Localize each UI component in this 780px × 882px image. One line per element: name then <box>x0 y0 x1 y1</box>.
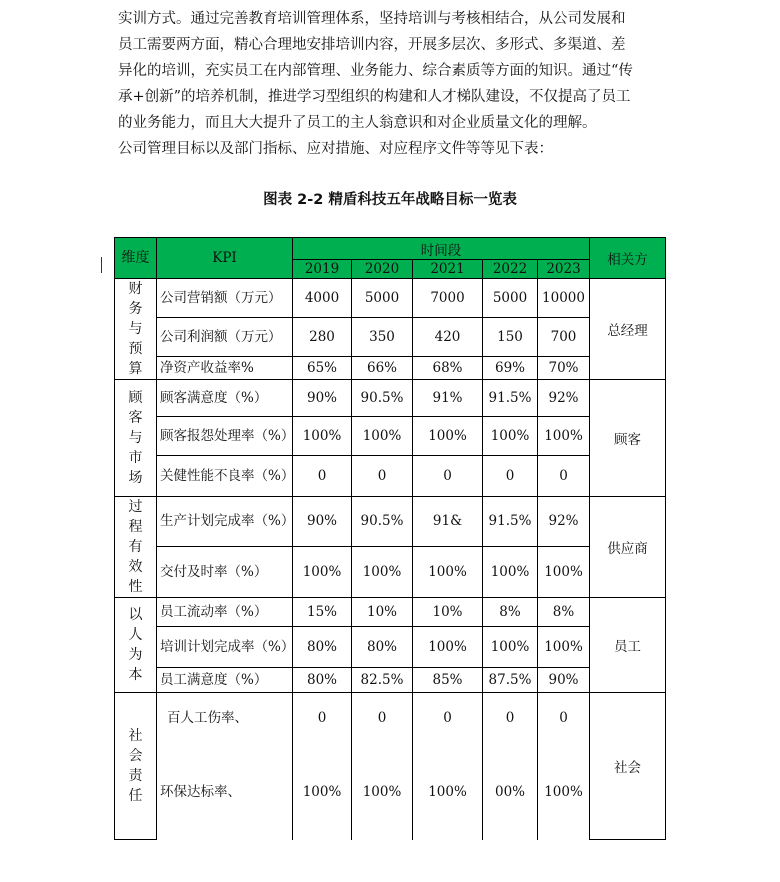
header-period: 时间段 <box>293 238 590 260</box>
value-cell: 0 <box>413 693 483 744</box>
category-label: 过程有效性 <box>128 499 143 595</box>
table-row <box>115 693 666 744</box>
value-cell: 91.5% <box>483 497 538 547</box>
value-cell: 00% <box>483 744 538 840</box>
related-party-cell: 社会 <box>590 693 666 840</box>
value-cell: 90% <box>538 668 590 693</box>
kpi-name: 生产计划完成率（%） <box>157 497 293 547</box>
value-cell: 10000 <box>538 279 590 318</box>
value-cell: 100% <box>413 417 483 456</box>
value-cell: 700 <box>538 318 590 357</box>
category-label: 以人为本 <box>128 607 143 683</box>
header-year: 2020 <box>352 260 413 279</box>
value-cell: 150 <box>483 318 538 357</box>
strategy-table <box>114 237 666 840</box>
value-cell: 0 <box>352 456 413 497</box>
value-cell: 100% <box>483 546 538 597</box>
table-row <box>115 279 666 318</box>
table-row <box>115 456 666 497</box>
value-cell: 80% <box>352 627 413 668</box>
value-cell: 5000 <box>483 279 538 318</box>
value-cell: 66% <box>352 357 413 380</box>
category-cell <box>115 693 157 840</box>
table-row <box>115 744 666 840</box>
value-cell: 0 <box>293 693 352 744</box>
value-cell: 80% <box>293 627 352 668</box>
value-cell: 90% <box>293 380 352 417</box>
value-cell: 100% <box>352 744 413 840</box>
text-line: 公司管理目标以及部门指标、应对措施、对应程序文件等等见下表： <box>118 141 553 157</box>
value-cell: 90% <box>293 497 352 547</box>
value-cell: 100% <box>293 546 352 597</box>
category-label: 社会责任 <box>128 728 143 804</box>
value-cell: 65% <box>293 357 352 380</box>
value-cell: 100% <box>538 546 590 597</box>
kpi-name: 员工流动率（%） <box>157 598 293 627</box>
kpi-name: 顾客满意度（%） <box>157 380 293 417</box>
value-cell: 100% <box>483 417 538 456</box>
body-text <box>118 6 678 162</box>
value-cell: 90.5% <box>352 380 413 417</box>
table-row <box>115 598 666 627</box>
value-cell: 100% <box>413 546 483 597</box>
text-line: 的业务能力，而且大大提升了员工的主人翁意识和对企业质量文化的理解。 <box>118 115 597 131</box>
category-cell <box>115 598 157 693</box>
text-line: 员工需要两方面，精心合理地安排培训内容，开展多层次、多形式、多渠道、差 <box>118 37 626 53</box>
table-row <box>115 380 666 417</box>
value-cell: 68% <box>413 357 483 380</box>
kpi-name: 公司营销额（万元） <box>157 279 293 318</box>
table-row <box>115 668 666 693</box>
kpi-name: 环保达标率、 <box>157 744 293 840</box>
value-cell: 87.5% <box>483 668 538 693</box>
kpi-name: 交付及时率（%） <box>157 546 293 597</box>
value-cell: 10% <box>413 598 483 627</box>
kpi-name: 顾客报怨处理率（%） <box>157 417 293 456</box>
value-cell: 69% <box>483 357 538 380</box>
value-cell: 5000 <box>352 279 413 318</box>
value-cell: 7000 <box>413 279 483 318</box>
header-year: 2019 <box>293 260 352 279</box>
related-party-cell: 员工 <box>590 598 666 693</box>
related-party-cell: 供应商 <box>590 497 666 598</box>
value-cell: 8% <box>483 598 538 627</box>
text-line: 承+创新”的培养机制，推进学习型组织的构建和人才梯队建设，不仅提高了员工 <box>118 89 631 105</box>
value-cell: 91& <box>413 497 483 547</box>
header-kpi: KPI <box>157 238 293 279</box>
value-cell: 91% <box>413 380 483 417</box>
value-cell: 0 <box>483 693 538 744</box>
table-row <box>115 627 666 668</box>
category-cell <box>115 497 157 598</box>
table-row <box>115 357 666 380</box>
value-cell: 100% <box>538 744 590 840</box>
value-cell: 8% <box>538 598 590 627</box>
header-year: 2023 <box>538 260 590 279</box>
category-label: 财务与预算 <box>128 281 143 377</box>
category-cell <box>115 380 157 497</box>
value-cell: 91.5% <box>483 380 538 417</box>
value-cell: 15% <box>293 598 352 627</box>
related-party-cell: 顾客 <box>590 380 666 497</box>
table-row <box>115 546 666 597</box>
header-related: 相关方 <box>590 238 666 279</box>
category-cell <box>115 279 157 380</box>
value-cell: 100% <box>293 744 352 840</box>
kpi-name: 员工满意度（%） <box>157 668 293 693</box>
value-cell: 0 <box>413 456 483 497</box>
value-cell: 100% <box>352 417 413 456</box>
category-label: 顾客与市场 <box>128 390 143 486</box>
value-cell: 280 <box>293 318 352 357</box>
value-cell: 100% <box>538 417 590 456</box>
header-year: 2022 <box>483 260 538 279</box>
value-cell: 100% <box>413 744 483 840</box>
table-row <box>115 417 666 456</box>
header-year: 2021 <box>413 260 483 279</box>
value-cell: 0 <box>538 456 590 497</box>
value-cell: 80% <box>293 668 352 693</box>
kpi-name: 关健性能不良率（%） <box>157 456 293 497</box>
value-cell: 90.5% <box>352 497 413 547</box>
table-caption: 图表 2-2 精盾科技五年战略目标一览表 <box>263 192 517 208</box>
text-line: 异化的培训，充实员工在内部管理、业务能力、综合素质等方面的知识。通过“传 <box>118 63 633 79</box>
value-cell: 82.5% <box>352 668 413 693</box>
value-cell: 100% <box>483 627 538 668</box>
value-cell: 92% <box>538 497 590 547</box>
value-cell: 0 <box>538 693 590 744</box>
table-row <box>115 497 666 547</box>
header-dimension: 维度 <box>115 238 157 279</box>
related-party-cell: 总经理 <box>590 279 666 380</box>
value-cell: 70% <box>538 357 590 380</box>
value-cell: 0 <box>352 693 413 744</box>
value-cell: 4000 <box>293 279 352 318</box>
kpi-name: 公司利润额（万元） <box>157 318 293 357</box>
text-line: 实训方式。通过完善教育培训管理体系，坚持培训与考核相结合，从公司发展和 <box>118 11 626 27</box>
value-cell: 100% <box>352 546 413 597</box>
kpi-name: 培训计划完成率（%） <box>157 627 293 668</box>
value-cell: 0 <box>293 456 352 497</box>
value-cell: 85% <box>413 668 483 693</box>
value-cell: 100% <box>413 627 483 668</box>
text-cursor <box>101 257 102 273</box>
value-cell: 350 <box>352 318 413 357</box>
value-cell: 10% <box>352 598 413 627</box>
kpi-name: 百人工伤率、 <box>157 693 293 744</box>
value-cell: 100% <box>538 627 590 668</box>
kpi-name: 净资产收益率% <box>157 357 293 380</box>
value-cell: 100% <box>293 417 352 456</box>
value-cell: 0 <box>483 456 538 497</box>
value-cell: 92% <box>538 380 590 417</box>
table-row <box>115 318 666 357</box>
value-cell: 420 <box>413 318 483 357</box>
